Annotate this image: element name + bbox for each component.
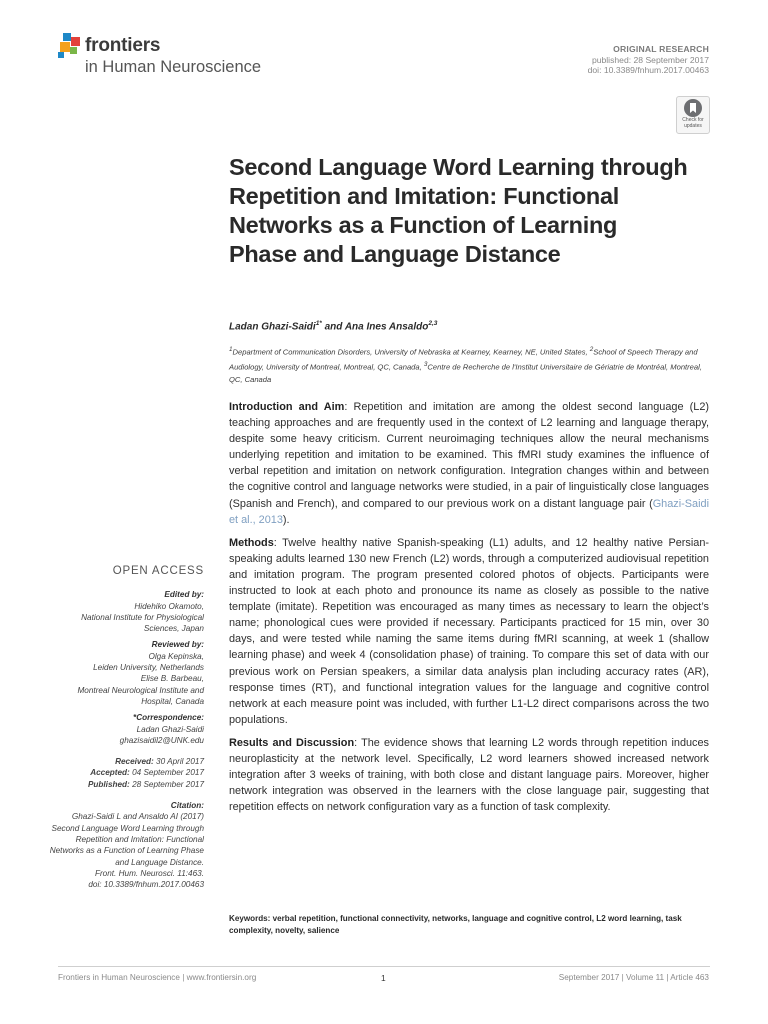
article-sidebar (44, 566, 204, 890)
journal-logo[interactable] (58, 33, 288, 81)
abstract-methods (229, 535, 709, 728)
reviewer-affiliation: Leiden University, Netherlands (93, 663, 204, 673)
editor-name[interactable]: Hidehiko Okamoto, (134, 601, 204, 611)
intro-label: Introduction and Aim (229, 401, 345, 413)
affiliation-text: School of Speech Therapy and Audiology, University of Montreal, Montreal, QC, Canada, (229, 347, 698, 372)
frontiers-logo-icon (58, 33, 82, 59)
editor-affiliation: National Institute for Physiological Sciences, Japan (81, 612, 204, 634)
open-access-label: OPEN ACCESS (112, 565, 204, 577)
published-date-sidebar (44, 779, 204, 790)
footer-divider (58, 966, 710, 967)
received-date (44, 756, 204, 767)
published-date: published: 28 September 2017 (591, 54, 709, 65)
check-for-updates-button[interactable] (676, 96, 710, 134)
citation-text: Ghazi-Saidi L and Ansaldo AI (2017) Second Language Word Learning through Repetition and Imitation: Functional Networks as a Function of Learning Phase and Language Distance. (49, 812, 204, 867)
author-affil-sup: 1* (315, 320, 322, 327)
published-label: Published: (87, 779, 130, 789)
article-dates (44, 756, 204, 790)
correspondence-email[interactable]: ghazisaidil2@UNK.edu (119, 735, 204, 745)
affiliations (229, 344, 711, 387)
reviewer-info (44, 651, 204, 707)
citation-label: Citation: (170, 801, 204, 811)
page-number: 1 (381, 973, 386, 983)
reviewer-name[interactable]: Elise B. Barbeau, (140, 674, 204, 684)
author-name[interactable]: Ladan Ghazi-Saidi (229, 321, 316, 333)
correspondence-name: Ladan Ghazi-Saidi (136, 724, 204, 734)
keywords-text: verbal repetition, functional connectivity, networks, language and cognitive control, L2 word learning, task complexity, novelty, salience (229, 914, 682, 935)
citation-info (44, 811, 204, 890)
logo-journal-name: in Human Neuroscience (85, 58, 262, 76)
citation-link[interactable]: Ghazi-Saidi et al., 2013 (229, 497, 709, 526)
keywords-label: Keywords: (229, 914, 271, 923)
intro-text: : Repetition and imitation are among the oldest second language (L2) teaching approaches and are frequently used in the context of L2 learning and language therapy, despite some heavy criticism. Current neuroimaging techniques allow the neural mechanisms underlying repetition and imitation to be examined. This fMRI study examines the influence of verbal repetition and imitation on network configuration. Integration changes within and between the cognitive control and language networks were studied, in a pair of linguistically close languages (Spanish and French), and compared to our previous work on a distant language pair ( (229, 401, 709, 510)
author-name[interactable]: Ana Ines Ansaldo (344, 321, 429, 333)
editor-info (44, 601, 204, 635)
doi[interactable]: doi: 10.3389/fnhum.2017.00463 (587, 65, 709, 75)
affiliation-text: Department of Communication Disorders, University of Nebraska at Kearney, Kearney, NE, United States, (232, 347, 590, 357)
affil-sup: 3 (423, 361, 428, 369)
footer-journal[interactable]: Frontiers in Human Neuroscience | www.frontiersin.org (58, 973, 257, 982)
correspondence-label: *Correspondence: (133, 713, 204, 723)
reviewed-by-label: Reviewed by: (151, 640, 204, 650)
affil-sup: 2 (589, 346, 594, 353)
methods-text: : Twelve healthy native Spanish-speaking (L1) adults, and 12 healthy native Persian-speaking adults learned 130 new French (L2) words, through a computerized audiovisual repetition and imitation program. The program presented colored photos of objects. Participants were instructed to look at each photo and pronounce its name as closely as possible to the native template (imitate). Repetition was encouraged as many times as necessary to learn the object’s name; phonological cues were provided if necessary. Participants practiced for 15 min, over 30 days, and were tested while naming the same items during fMRI scanning, at week 1 (shallow learning phase) and week 4 (consolidation phase) of training. To compare this set of data with our previous work on Persian speakers, a similar data analysis plan including accuracy rates (AR), response times (RT), and functional integration values for the language and cognitive control network at each measure point was included, with further L1-L2 direct comparisons across the two populations. (229, 536, 709, 726)
citation-doi[interactable]: doi: 10.3389/fnhum.2017.00463 (88, 880, 204, 890)
results-text: : The evidence shows that learning L2 words through repetition induces neuroplasticity at the network level. Specifically, L2 word learners showed increased network integration after 3 weeks of training, with both close and distant language pairs. Moreover, higher network integration was observed in the learners with the close language pair, suggesting that repetition effects on network configuration vary as a function of task complexity. (229, 736, 710, 814)
accepted-date (44, 767, 204, 778)
article-meta (588, 44, 709, 76)
logo-brand: frontiers (85, 35, 161, 56)
correspondence-info (44, 724, 204, 747)
check-updates-label: Check for updates (682, 117, 704, 129)
accepted-value: 04 September 2017 (132, 768, 204, 778)
keywords (229, 913, 711, 936)
ribbon-icon (684, 99, 702, 117)
abstract-results (229, 735, 709, 815)
article-type: ORIGINAL RESEARCH (613, 44, 709, 54)
reviewer-affiliation: Montreal Neurological Institute and Hospital, Canada (77, 685, 204, 706)
results-label: Results and Discussion (229, 736, 355, 749)
authors-joiner: and (324, 321, 343, 333)
edited-by-label: Edited by: (164, 590, 204, 600)
affil-sup: 1 (229, 346, 233, 353)
author-affil-sup: 2,3 (428, 320, 438, 327)
bookmark-icon (684, 99, 702, 117)
reviewer-name[interactable]: Olga Kepinska, (148, 651, 204, 661)
author-list (229, 320, 689, 332)
published-value: 28 September 2017 (132, 779, 204, 789)
intro-end: ). (282, 513, 290, 526)
article-title: Second Language Word Learning through Repetition and Imitation: Functional Networks as a Function of Learning Phase and Language Distance (229, 154, 688, 267)
methods-label: Methods (229, 536, 274, 549)
citation-journal: Front. Hum. Neurosci. 11:463. (94, 868, 204, 878)
footer-issue: September 2017 | Volume 11 | Article 463 (558, 973, 709, 982)
received-label: Received: (115, 757, 154, 767)
affiliation-text: Centre de Recherche de l'Institut Universitaire de Gériatrie de Montréal, Montreal, QC, Canada (229, 362, 702, 385)
abstract (229, 399, 709, 822)
accepted-label: Accepted: (90, 768, 130, 778)
received-value: 30 April 2017 (156, 757, 204, 767)
abstract-intro (229, 399, 709, 528)
